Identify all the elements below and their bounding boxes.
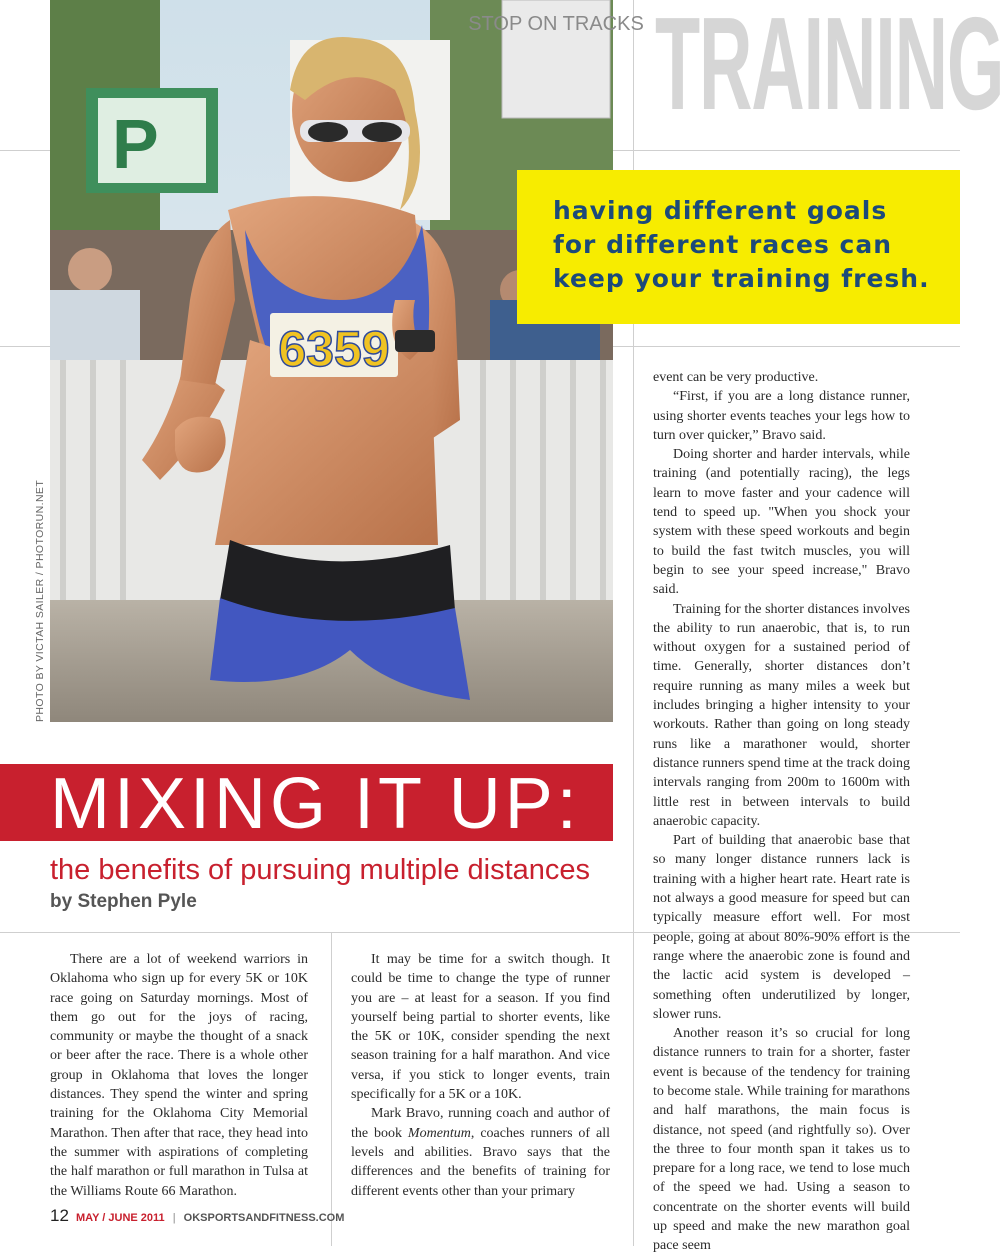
pull-quote bbox=[517, 170, 960, 324]
text-column-1 bbox=[50, 950, 308, 1201]
photo-credit: PHOTO BY VICTAH SAILER / PHOTORUN.NET bbox=[34, 479, 46, 722]
divider bbox=[612, 150, 960, 151]
column-divider bbox=[331, 932, 332, 1246]
page-number: 12 bbox=[50, 1206, 69, 1225]
paragraph: Doing shorter and harder intervals, while training (and potentially racing), the legs learn to move faster and your cadence will tend to speed up. "When you shock your system with these speed workouts and begin to build the fast twitch muscles, you will begin to see your speed increase," Bravo said. bbox=[653, 447, 910, 598]
paragraph: Another reason it’s so crucial for long distance runners to train for a shorter, faster event is because of the tendency for training to become stale. While training for marathons and half marathons, the main focus is distance, not speed (and rightfully so). Over the three to four month span it takes us to prepare for a long race, we tend to lose much of the speed we had. Using a season to concentrate on the shorter events will build up speed and make the new marathon goal pace seem bbox=[653, 1026, 910, 1254]
paragraph: There are a lot of weekend warriors in Oklahoma who sign up for every 5K or 10K race going on Saturday mornings. Most of them go out for the joys of racing, community or maybe the thought of a snack or beer after the race. There is a whole other group in Oklahoma that loves the longer distances. They spend the winter and spring training for the Oklahoma City Memorial Marathon. Then after that race, they head into the summer with aspirations of completing the half marathon or full marathon in Tulsa at the Williams Route 66 Marathon. bbox=[50, 952, 308, 1199]
text-column-2 bbox=[351, 950, 610, 1201]
footer-separator: | bbox=[172, 1212, 176, 1224]
issue-date: MAY / JUNE 2011 bbox=[75, 1212, 165, 1224]
background-sign-text: STOP ON TRACKS bbox=[468, 13, 644, 35]
parking-sign-letter: P bbox=[112, 105, 159, 183]
paragraph bbox=[351, 1104, 610, 1200]
section-label: TRAINING bbox=[655, 0, 1003, 137]
text-run: Mark Bravo, running coach and author of the book bbox=[351, 1106, 610, 1141]
race-bib-number: 6359 bbox=[278, 321, 390, 377]
pull-quote-text: having different goals for different races can keep your training fresh. bbox=[553, 196, 930, 293]
paragraph: event can be very productive. bbox=[653, 370, 819, 385]
headline-banner bbox=[0, 764, 613, 844]
article-subtitle: the benefits of pursuing multiple distances bbox=[50, 854, 591, 886]
paragraph: Training for the shorter distances involves the ability to run anaerobic, that is, to run without oxygen for a sustained period of time. Generally, shorter distances don’t require running as many miles a week but includes bringing a higher intensity to your workouts. Rather than going on long steady runs like a marathoner would, shorter distance runners spend time at the track doing intervals ranging from 200m to 1600m with little rest in between intervals to build anaerobic capacity. bbox=[653, 601, 910, 829]
article-byline: by Stephen Pyle bbox=[50, 891, 197, 912]
divider bbox=[0, 346, 50, 347]
paragraph: “First, if you are a long distance runner, using shorter events teaches your legs how to turn over quicker,” Bravo said. bbox=[653, 389, 910, 443]
divider bbox=[0, 150, 50, 151]
book-title: Momentum bbox=[407, 1125, 471, 1141]
text-run: , coaches runners of all levels and abilities. Bravo says that the differences and the benefits of training for different events other than your primary bbox=[351, 1125, 610, 1199]
article-headline: MIXING IT UP: bbox=[50, 764, 581, 844]
paragraph: Part of building that anaerobic base that so many longer distance runners lack is training with a higher heart rate. Heart rate is not always a good measure for speed but can typically measure effort well. For most people, going at about 80%-90% effort is the range where the anaerobic zone is found and the lactic acid system is developed – something often underutilized by longer, slower runs. bbox=[653, 833, 910, 1022]
website-link[interactable]: OKSPORTSANDFITNESS.COM bbox=[183, 1212, 345, 1224]
page-footer bbox=[50, 1206, 344, 1226]
runner-photo bbox=[50, 0, 644, 722]
divider bbox=[612, 346, 960, 347]
paragraph: It may be time for a switch though. It could be time to change the type of runner you are – at least for a season. If you find yourself being partial to shorter events, like the 5K or 10K, consider spending the next season training for a half marathon. And vice versa, if you stick to longer events, train specifically for a 5K or a 10K. bbox=[351, 952, 610, 1103]
text-column-3 bbox=[653, 368, 910, 1256]
